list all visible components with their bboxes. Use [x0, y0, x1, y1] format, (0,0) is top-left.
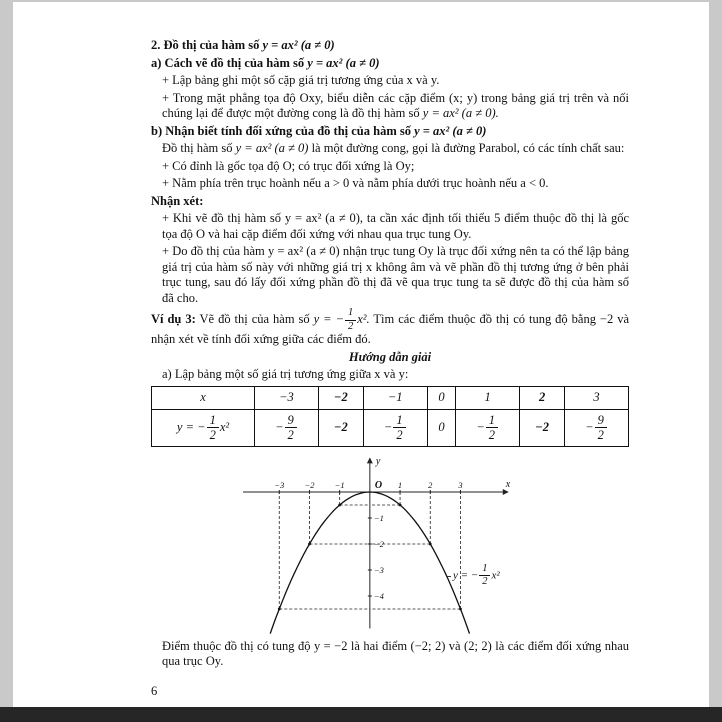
svg-text:−1: −1 [373, 512, 384, 523]
parabola-desc-b: là một đường cong, gọi là đường Parabol, có các tính chất sau: [311, 141, 625, 155]
table-x-value: 1 [456, 386, 520, 409]
curve-equation-label [453, 564, 500, 588]
svg-text:−3: −3 [274, 479, 285, 490]
table-x-value: −2 [318, 386, 363, 409]
curve-label-prefix: y = − [453, 569, 479, 582]
svg-text:−1: −1 [334, 479, 345, 490]
parabola-desc-math: y = ax² (a ≠ 0) [235, 141, 309, 155]
bullet-above-below: + Nằm phía trên trục hoành nếu a > 0 và nằm phía dưới trục hoành nếu a < 0. [162, 176, 549, 190]
example-3-math-lead: y = − [313, 311, 344, 326]
parabola-svg [240, 453, 540, 635]
table-y-value: −2 [520, 409, 565, 446]
svg-text:−2: −2 [373, 538, 384, 549]
table-y-value: − $\frac{1}{2}$ [456, 409, 520, 446]
table-x-value: 2 [520, 386, 565, 409]
solution-heading: Hướng dẫn giải [348, 349, 432, 364]
conclusion-paragraph: Điểm thuộc đồ thị có tung độ y = −2 là hai điểm (−2; 2) và (2; 2) là các điểm đối xứng nhau qua trục Oy. [162, 638, 629, 668]
table-y-header: y = − $\frac{1}{2}$ x² [152, 409, 255, 446]
fraction-denominator: 2 [482, 576, 488, 587]
page-content [151, 36, 629, 672]
section-a-heading [151, 56, 629, 72]
parabola-description [151, 141, 629, 157]
heading-math: y = ax² (a ≠ 0) [262, 38, 335, 52]
svg-text:y: y [375, 455, 381, 467]
example-3-label: Ví dụ 3: [151, 311, 196, 326]
curve-label-suffix: x² [491, 569, 500, 582]
curve-label-fraction [479, 564, 490, 588]
table-x-value: 3 [564, 386, 628, 409]
example-3 [151, 308, 629, 348]
table-intro: a) Lập bảng một số giá trị tương ứng giữa x và y: [162, 367, 409, 381]
fraction-numerator: 1 [479, 564, 490, 577]
example-3-text: Vẽ đồ thị của hàm số [195, 311, 314, 326]
table-y-value: 0 [427, 409, 456, 446]
section-b-heading [151, 124, 629, 140]
remark-1: + Khi vẽ đồ thị hàm số y = ax² (a ≠ 0), ta cần xác định tối thiểu 5 điểm thuộc đồ thị là gốc tọa độ O và hai cặp điểm đối xứng với nhau qua trục tung Oy. [162, 211, 629, 241]
fraction-numerator: 1 [345, 308, 356, 321]
table-x-value: −1 [363, 386, 427, 409]
svg-text:2: 2 [428, 479, 433, 490]
table-x-value: −3 [255, 386, 319, 409]
svg-text:1: 1 [397, 479, 403, 490]
parabola-desc-a: Đồ thị hàm số [162, 141, 233, 155]
document-page [13, 2, 709, 707]
example-3-fraction [345, 308, 356, 332]
table-x-value: 0 [427, 386, 456, 409]
value-table-body [152, 386, 629, 446]
svg-text:−2: −2 [304, 479, 315, 490]
svg-text:−3: −3 [373, 564, 384, 575]
section-a-text: a) Cách vẽ đồ thị của hàm số [151, 55, 305, 70]
svg-text:−4: −4 [373, 590, 384, 601]
heading-text: 2. Đồ thị của hàm số [151, 38, 260, 52]
fraction-denominator: 2 [348, 320, 354, 332]
remark-2: + Do đồ thị của hàm y = ax² (a ≠ 0) nhận trục tung Oy là trục đối xứng nên ta có thể lập bảng giá trị của hàm số này với những giá trị x không âm và vẽ phần đồ thị tương ứng ở bên phải trục tung, sau đó lấy đối xứng phần đồ thị đã vẽ qua trục tung ta sẽ được đồ thị của hàm số đã cho. [162, 244, 629, 305]
bullet-plot-text: + Trong mặt phẳng tọa độ Oxy, biểu diễn các cặp điểm (x; y) trong bảng giá trị trên và nối chúng lại để được một đường cong là đồ thị hàm số [162, 90, 629, 120]
bullet-vertex: + Có đỉnh là gốc tọa độ O; có trục đối xứng là Oy; [162, 158, 415, 173]
table-y-value: − $\frac{9}{2}$ [564, 409, 628, 446]
table-y-value: − $\frac{9}{2}$ [255, 409, 319, 446]
table-y-value: − $\frac{1}{2}$ [363, 409, 427, 446]
svg-text:x: x [505, 478, 511, 490]
table-x-header: x [152, 386, 255, 409]
section-a-math: y = ax² (a ≠ 0) [307, 55, 380, 70]
parabola-graph [240, 453, 540, 635]
svg-text:O: O [374, 479, 383, 491]
svg-text:3: 3 [458, 479, 463, 490]
example-3-math-tail: x². [357, 311, 370, 326]
bullet-make-table: + Lập bảng ghi một số cặp giá trị tương ứng của x và y. [162, 73, 440, 87]
page-number: 6 [151, 684, 158, 698]
bullet-plot-points [151, 91, 629, 122]
section-b-math: y = ax² (a ≠ 0) [414, 123, 487, 138]
example-3-rest: Tìm các điểm thuộc đồ thị có tung độ bằng −2 và nhận xét về tính đối xứng giữa các điểm đó. [151, 311, 629, 346]
heading-graph-of-function [151, 38, 629, 54]
bottom-bar [0, 707, 722, 722]
value-table [151, 386, 629, 447]
table-y-value: −2 [318, 409, 363, 446]
remark-heading: Nhận xét: [151, 193, 204, 208]
section-b-text: b) Nhận biết tính đối xứng của đồ thị của hàm số [151, 123, 411, 138]
bullet-plot-math: y = ax² (a ≠ 0). [422, 106, 499, 120]
